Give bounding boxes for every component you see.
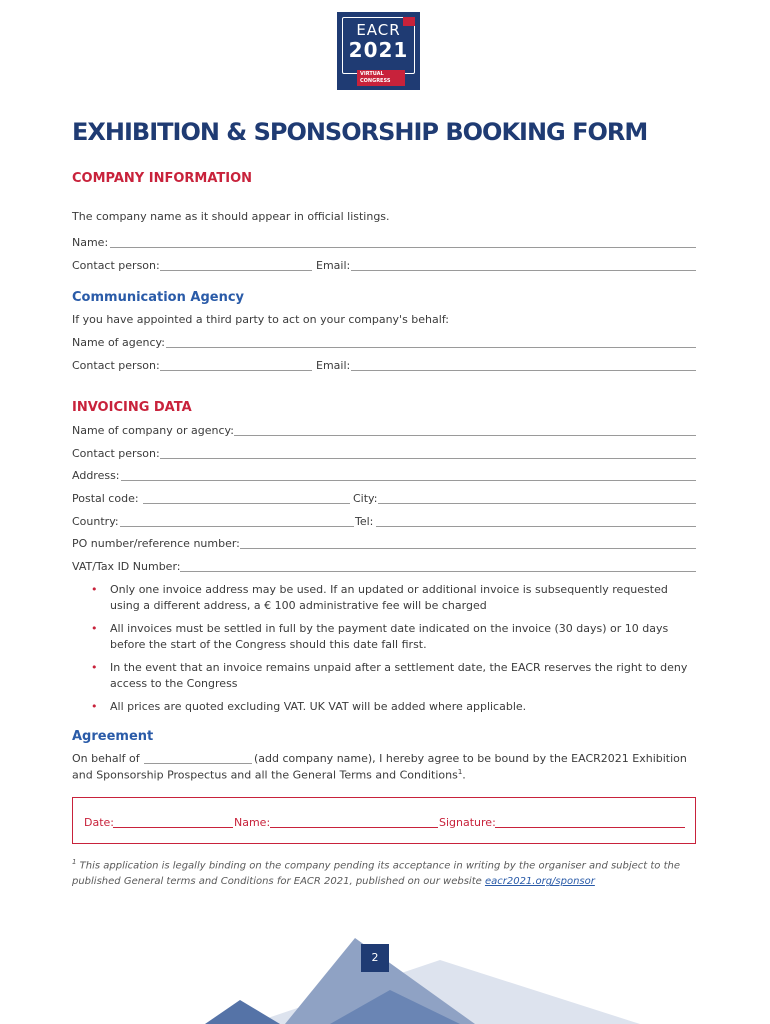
company-email-label: Email: [316, 259, 351, 272]
invoice-po-label: PO number/reference number: [72, 537, 240, 550]
signature-label: Signature: [439, 816, 496, 829]
list-item: • All prices are quoted excluding VAT. UK VAT will be added where applicable. [91, 700, 527, 713]
logo-text-year: 2021 [348, 38, 409, 62]
invoice-address-field[interactable] [121, 480, 696, 481]
invoice-city-label: City: [353, 492, 378, 505]
signature-date-label: Date: [84, 816, 114, 829]
company-intro-text: The company name as it should appear in official listings. [72, 210, 390, 223]
agreement-line1-start: On behalf of [72, 752, 140, 765]
agency-email-label: Email: [316, 359, 351, 372]
invoice-company-label: Name of company or agency: [72, 424, 234, 437]
invoice-tel-field[interactable] [376, 526, 696, 527]
agency-contact-field[interactable] [160, 370, 312, 371]
invoice-contact-field[interactable] [160, 458, 696, 459]
agency-name-field[interactable] [166, 347, 696, 348]
invoice-tel-label: Tel: [355, 515, 374, 528]
agency-intro-text: If you have appointed a third party to act on your company's behalf: [72, 313, 450, 326]
agreement-section-heading: Agreement [72, 729, 154, 744]
signature-name-field[interactable] [270, 827, 438, 828]
logo-badge-line1: VIRTUAL [360, 71, 384, 77]
bullet-icon: • [91, 622, 98, 635]
agreement-line1-end: (add company name), I hereby agree to be bound by the EACR2021 Exhibition [254, 752, 687, 765]
company-section-heading: COMPANY INFORMATION [72, 171, 253, 186]
signature-field[interactable] [495, 827, 685, 828]
logo-badge [357, 70, 405, 86]
company-name-label: Name: [72, 236, 109, 249]
mountain-shape [205, 1000, 280, 1024]
logo-text-eacr: EACR [356, 21, 401, 39]
invoice-vat-field[interactable] [180, 571, 696, 572]
signature-box [72, 797, 696, 844]
signature-name-label: Name: [234, 816, 271, 829]
list-item: • Only one invoice address may be used. If an updated or additional invoice is subsequently requested using a different address, a € 100 administrative fee will be charged [91, 583, 668, 612]
sponsor-link[interactable]: eacr2021.org/sponsor [484, 876, 595, 888]
invoice-contact-label: Contact person: [72, 447, 160, 460]
eacr-logo [337, 12, 420, 90]
company-name-field[interactable] [110, 247, 696, 248]
page-number: 2 [361, 944, 389, 972]
list-item: • In the event that an invoice remains unpaid after a settlement date, the EACR reserves the right to deny access to the Congress [91, 661, 688, 690]
invoicing-section-heading: INVOICING DATA [72, 400, 192, 415]
company-email-field[interactable] [351, 270, 696, 271]
invoice-country-field[interactable] [120, 526, 354, 527]
company-contact-field[interactable] [160, 270, 312, 271]
bullet-icon: • [91, 700, 98, 713]
bullet-icon: • [91, 661, 98, 674]
invoice-city-field[interactable] [378, 503, 696, 504]
agreement-company-field[interactable] [144, 763, 252, 764]
invoice-vat-label: VAT/Tax ID Number: [72, 560, 181, 573]
bullet-icon: • [91, 583, 98, 596]
agency-section-heading: Communication Agency [72, 290, 245, 305]
agency-name-label: Name of agency: [72, 336, 165, 349]
invoice-postal-field[interactable] [143, 503, 350, 504]
invoice-terms-list [86, 582, 698, 722]
invoice-po-field[interactable] [240, 548, 696, 549]
signature-date-field[interactable] [113, 827, 233, 828]
agency-contact-label: Contact person: [72, 359, 160, 372]
company-contact-label: Contact person: [72, 259, 160, 272]
footnote: $^1$ This application is legally binding on the company pending its acceptance in writing by the organiser and subject to the published General terms and Conditions for EACR 2021, published on our website eacr2021.org/sponsor [72, 858, 681, 888]
logo-badge-line2: CONGRESS [360, 78, 391, 84]
agreement-line2: and Sponsorship Prospectus and all the General Terms and Conditions$^1$. [72, 768, 466, 782]
page-title: EXHIBITION & SPONSORSHIP BOOKING FORM [72, 118, 648, 146]
invoice-address-label: Address: [72, 469, 120, 482]
invoice-company-field[interactable] [234, 435, 696, 436]
agency-email-field[interactable] [351, 370, 696, 371]
invoice-postal-label: Postal code: [72, 492, 139, 505]
invoice-country-label: Country: [72, 515, 119, 528]
list-item: • All invoices must be settled in full by the payment date indicated on the invoice (30 days) or 10 days before the start of the Congress should this date fall first. [91, 622, 669, 651]
